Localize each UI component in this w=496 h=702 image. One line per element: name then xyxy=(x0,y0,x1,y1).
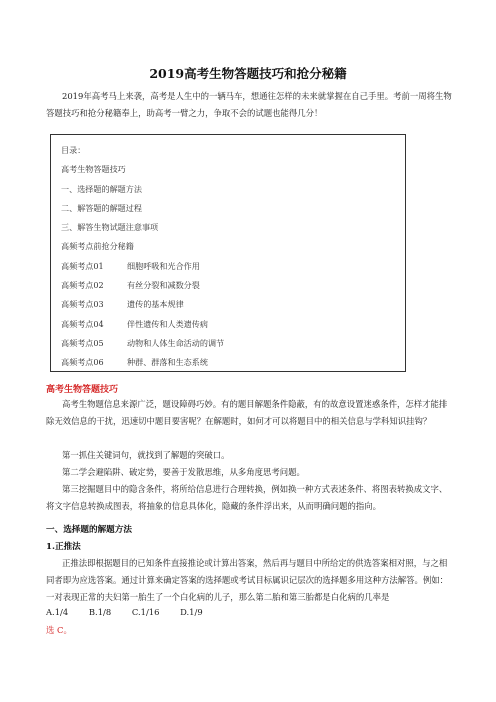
toc-item: 一、选择题的解题方法 xyxy=(61,183,142,194)
body-paragraph: 第二学会避陷阱、破定势，要善于发散思维，从多角度思考问题。 xyxy=(62,467,305,477)
toc-point-label: 高频考点05 xyxy=(61,337,104,348)
body-paragraph: 正推法即根据题目的已知条件直接推论或计算出答案，然后再与题目中所给定的供选答案相对照，与之相同者即为应选答案。通过计算来确定答案的选择题或考试目标属识记层次的选择题多用这种方法解答。例如：一对表现正常的夫妇第一胎生了一个白化病的儿子，那么第二胎和第三胎都是白化病的几率是 xyxy=(46,558,448,602)
toc-point-topic: 有丝分裂和减数分裂 xyxy=(127,280,200,291)
answer-text: 选 C。 xyxy=(46,625,72,635)
table-of-contents xyxy=(50,134,406,372)
toc-point-label: 高频考点02 xyxy=(61,280,104,291)
toc-point-label: 高频考点06 xyxy=(61,357,104,368)
toc-point xyxy=(61,315,395,334)
toc-point-topic: 种群、群落和生态系统 xyxy=(127,357,208,368)
toc-point-topic: 细胞呼吸和光合作用 xyxy=(127,260,200,271)
option-b: B.1/8 xyxy=(88,607,112,617)
toc-point xyxy=(61,257,395,276)
method-heading: 1.正推法 xyxy=(46,542,81,552)
subsection-heading: 一、选择题的解题方法 xyxy=(46,525,132,535)
option-d: D.1/9 xyxy=(180,607,203,617)
toc-point-topic: 遗传的基本规律 xyxy=(127,299,184,310)
toc-point xyxy=(61,295,395,314)
toc-point-topic: 动物和人体生命活动的调节 xyxy=(127,337,225,348)
toc-point xyxy=(61,334,395,353)
option-c: C.1/16 xyxy=(131,607,160,617)
toc-point-topic: 伴性遗传和人类遗传病 xyxy=(127,318,208,329)
answer-options xyxy=(46,607,221,617)
toc-point xyxy=(61,276,395,295)
toc-point-label: 高频考点04 xyxy=(61,318,104,329)
option-a: A.1/4 xyxy=(46,607,69,617)
toc-item: 二、解答题的解题过程 xyxy=(61,202,142,213)
toc-point xyxy=(61,353,395,372)
body-paragraph: 第三挖掘题目中的隐含条件，将所给信息进行合理转换，例如换一种方式表述条件、将图表转换成文字、将文字信息转换成图表，将抽象的信息具体化，隐藏的条件浮出来，从而明确问题的指向。 xyxy=(46,484,448,511)
body-paragraph: 第一抓住关键词句，就找到了解题的突破口。 xyxy=(62,450,230,460)
toc-point-label: 高频考点03 xyxy=(61,299,104,310)
toc-secrets-title: 高频考点前抢分秘籍 xyxy=(61,241,134,252)
body-paragraph: 高考生物题信息来源广泛，题设障碍巧妙。有的题目解题条件隐蔽，有的故意设置迷惑条件，怎样才能排除无效信息的干扰，迅速切中题目要害呢？在解题时，如何才可以将题目中的相关信息与学科知识挂钩？ xyxy=(46,399,448,426)
section-title: 高考生物答题技巧 xyxy=(46,385,119,395)
intro-paragraph: 2019年高考马上来袭，高考是人生中的一辆马车，想通往怎样的未来就掌握在自己手里。考前一周将生物答题技巧和抢分秘籍奉上，助高考一臂之力，争取不会的试题也能得几分！ xyxy=(46,91,452,118)
toc-heading: 目录： xyxy=(61,145,86,155)
toc-point-label: 高频考点01 xyxy=(61,260,104,271)
toc-skills-title: 高考生物答题技巧 xyxy=(61,164,126,175)
toc-item: 三、解答生物试题注意事项 xyxy=(61,222,159,233)
document-title: 2019高考生物答题技巧和抢分秘籍 xyxy=(149,66,347,81)
